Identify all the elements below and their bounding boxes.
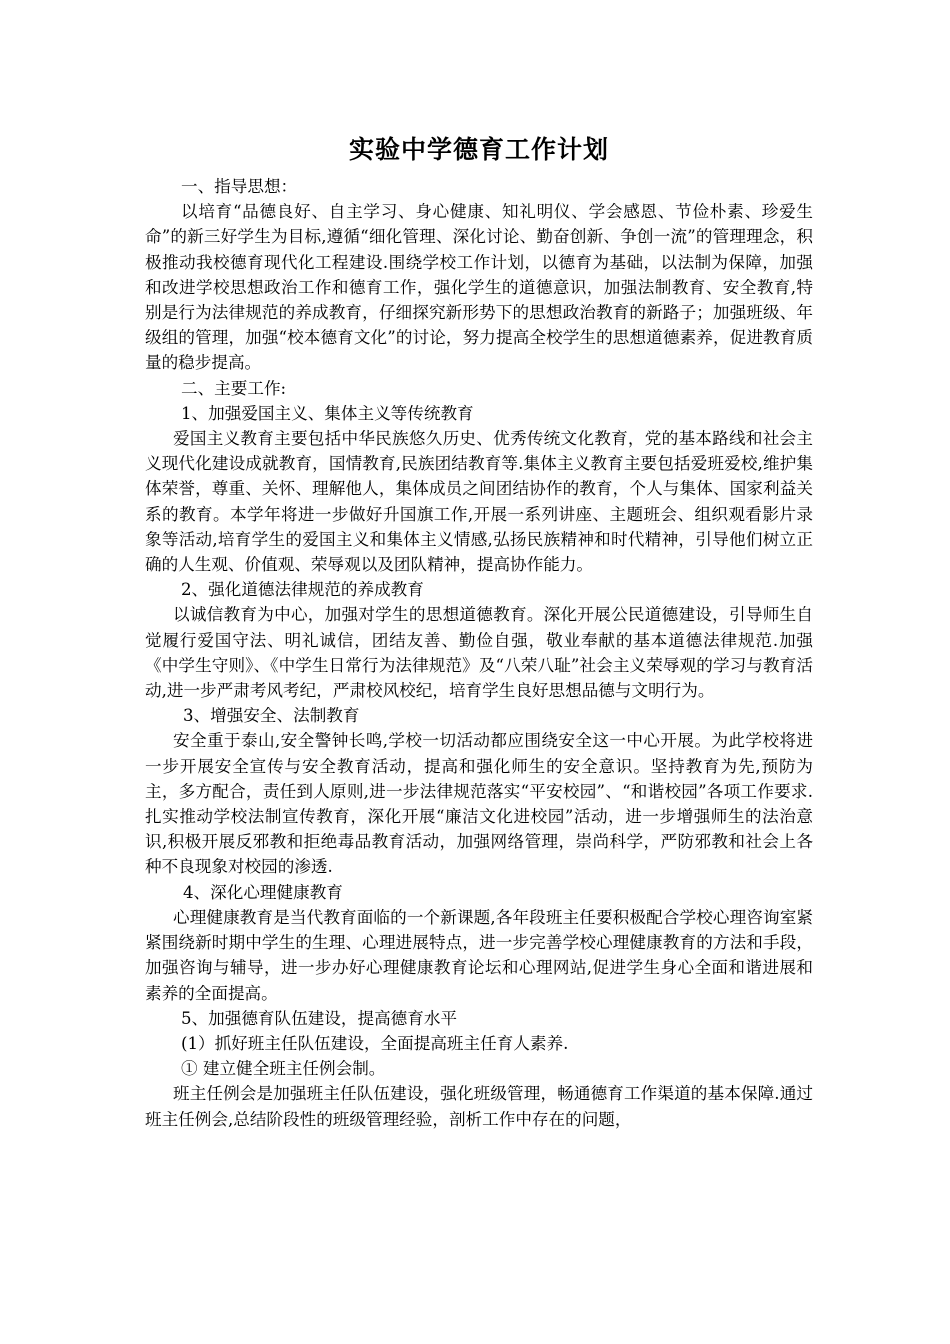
paragraph: 心理健康教育是当代教育面临的一个新课题,各年段班主任要积极配合学校心理咨询室紧紧围绕新时期中学生的生理、心理进展特点，进一步完善学校心理健康教育的方法和手段，加强咨询与辅导，进一步办好心理健康教育论坛和心理网站,促进学生身心全面和谐进展和素养的全面提高。 [145,907,813,1003]
document-page [145,128,813,1132]
paragraph: 一、指导思想： [181,177,298,196]
paragraph: 以培育“品德良好、自主学习、身心健康、知礼明仪、学会感恩、节俭朴素、珍爱生命”的新三好学生为目标,遵循“细化管理、深化讨论、勤奋创新、争创一流”的管理理念，积极推动我校德育现代化工程建设.围绕学校工作计划，以德育为基础，以法制为保障，加强和改进学校思想政治工作和德育工作，强化学生的道德意识，加强法制教育、安全教育,特别是行为法律规范的养成教育，仔细探究新形势下的思想政治教育的新路子；加强班级、年级组的管理，加强“校本德育文化”的讨论，努力提高全校学生的思想道德素养，促进教育质量的稳步提高。 [145,202,813,373]
paragraph: 班主任例会是加强班主任队伍建设，强化班级管理，畅通德育工作渠道的基本保障.通过班主任例会,总结阶段性的班级管理经验，剖析工作中存在的问题， [145,1084,813,1129]
paragraph: 4、深化心理健康教育 [183,882,343,902]
paragraph: 以诚信教育为中心，加强对学生的思想道德教育。深化开展公民道德建设，引导师生自觉履行爱国守法、明礼诚信，团结友善、勤俭自强，敬业奉献的基本道德法律规范.加强《中学生守则》、《中学生日常行为法律规范》及“八荣八耻”社会主义荣辱观的学习与教育活动,进一步严肃考风考纪，严肃校风校纪，培育学生良好思想品德与文明行为。 [145,605,813,701]
paragraph: 二、主要工作: [181,378,287,398]
paragraph: ① 建立健全班主任例会制。 [181,1059,386,1079]
paragraph: (1）抓好班主任队伍建设，全面提高班主任育人素养. [181,1033,569,1053]
document-title: 实验中学德育工作计划 [348,135,609,164]
paragraph: 5、加强德育队伍建设，提高德育水平 [181,1008,458,1028]
paragraph: 安全重于泰山,安全警钟长鸣,学校一切活动都应围绕安全这一中心开展。为此学校将进一步开展安全宣传与安全教育活动，提高和强化师生的安全意识。坚持教育为先,预防为主，多方配合，责任到人原则,进一步法律规范落实“平安校园”、“和谐校园”各项工作要求.扎实推动学校法制宣传教育，深化开展“廉洁文化进校园”活动，进一步增强师生的法治意识,积极开展反邪教和拒绝毒品教育活动，加强网络管理，崇尚科学，严防邪教和社会上各种不良现象对校园的渗透. [145,731,813,877]
document-body [145,174,813,1132]
paragraph: 3、增强安全、法制教育 [183,706,360,726]
paragraph: 2、强化道德法律规范的养成教育 [181,580,424,600]
paragraph: 1、加强爱国主义、集体主义等传统教育 [181,403,474,423]
paragraph: 爱国主义教育主要包括中华民族悠久历史、优秀传统文化教育，党的基本路线和社会主义现代化建设成就教育，国情教育,民族团结教育等.集体主义教育主要包括爱班爱校,维护集体荣誉，尊重、关怀、理解他人，集体成员之间团结协作的教育，个人与集体、国家利益关系的教育。本学年将进一步做好升国旗工作,开展一系列讲座、主题班会、组织观看影片录象等活动,培育学生的爱国主义和集体主义情感,弘扬民族精神和时代精神，引导他们树立正确的人生观、价值观、荣辱观以及团队精神，提高协作能力。 [145,429,813,575]
